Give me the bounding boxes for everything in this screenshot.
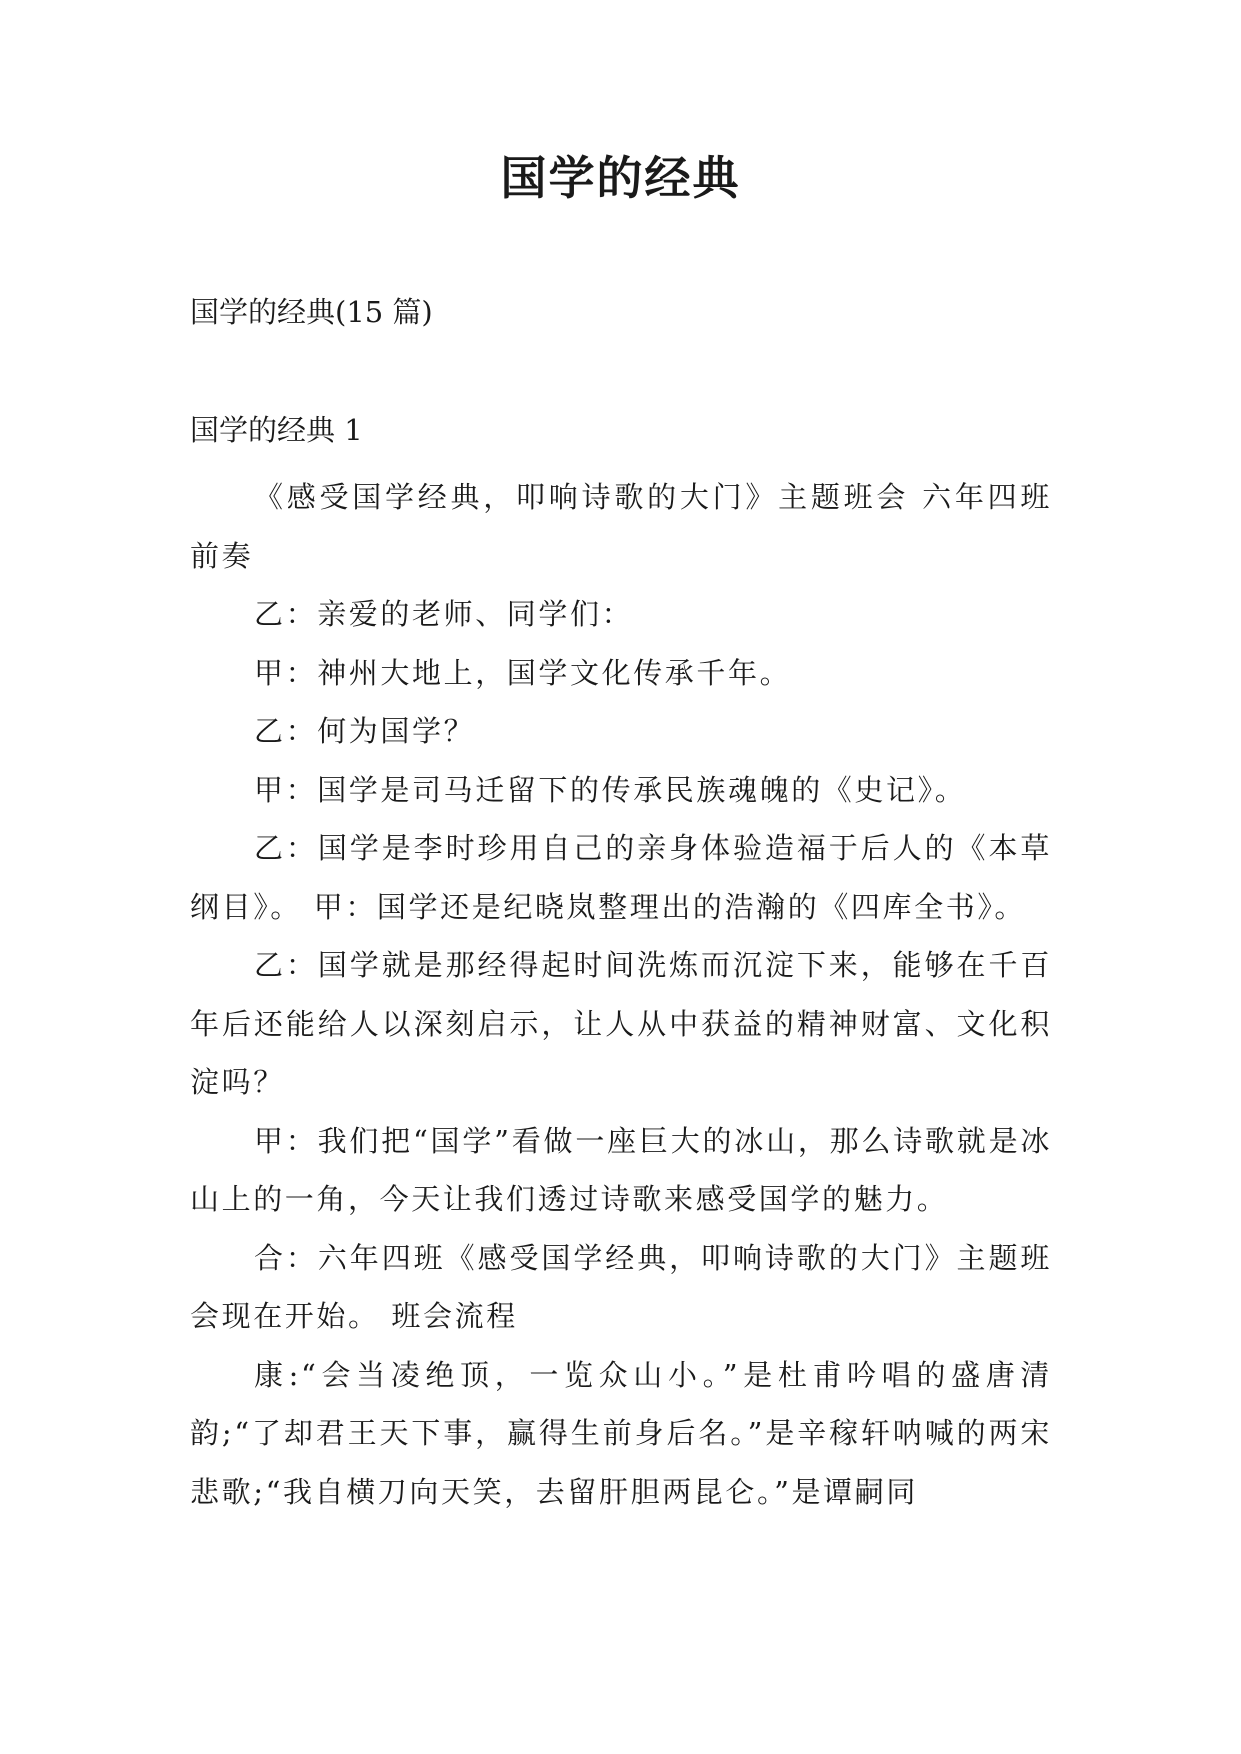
paragraph: 乙：亲爱的老师、同学们： xyxy=(254,597,634,631)
paragraph: 《感受国学经典，叩响诗歌的大门》主题班会 六年四班 前奏 xyxy=(190,480,1052,573)
paragraph: 合：六年四班《感受国学经典，叩响诗歌的大门》主题班会现在开始。 班会流程 xyxy=(190,1240,1052,1333)
paragraph: 康:“会当凌绝顶，一览众山小。”是杜甫吟唱的盛唐清韵;“了却君王天下事，赢得生前身后名。”是辛稼轩呐喊的两宋悲歌;“我自横刀向天笑，去留肝胆两昆仑。”是谭嗣同 xyxy=(190,1357,1052,1509)
paragraph: 甲：我们把“国学”看做一座巨大的冰山，那么诗歌就是冰山上的一角，今天让我们透过诗歌来感受国学的魅力。 xyxy=(190,1123,1052,1216)
paragraph: 乙：何为国学？ xyxy=(254,714,476,748)
document-title: 国学的经典 xyxy=(500,151,741,205)
paragraph: 甲：神州大地上，国学文化传承千年。 xyxy=(254,655,792,690)
paragraph: 乙：国学就是那经得起时间洗炼而沉淀下来，能够在千百年后还能给人以深刻启示，让人从中获益的精神财富、文化积淀吗？ xyxy=(190,948,1052,1099)
document-subtitle: 国学的经典(15 篇) xyxy=(190,295,433,329)
paragraph: 乙：国学是李时珍用自己的亲身体验造福于后人的《本草纲目》。 甲：国学还是纪晓岚整理出的浩瀚的《四库全书》。 xyxy=(190,831,1052,924)
paragraph: 甲：国学是司马迁留下的传承民族魂魄的《史记》。 xyxy=(254,772,967,807)
section-heading: 国学的经典 1 xyxy=(190,413,363,447)
body-text xyxy=(190,468,1052,1521)
